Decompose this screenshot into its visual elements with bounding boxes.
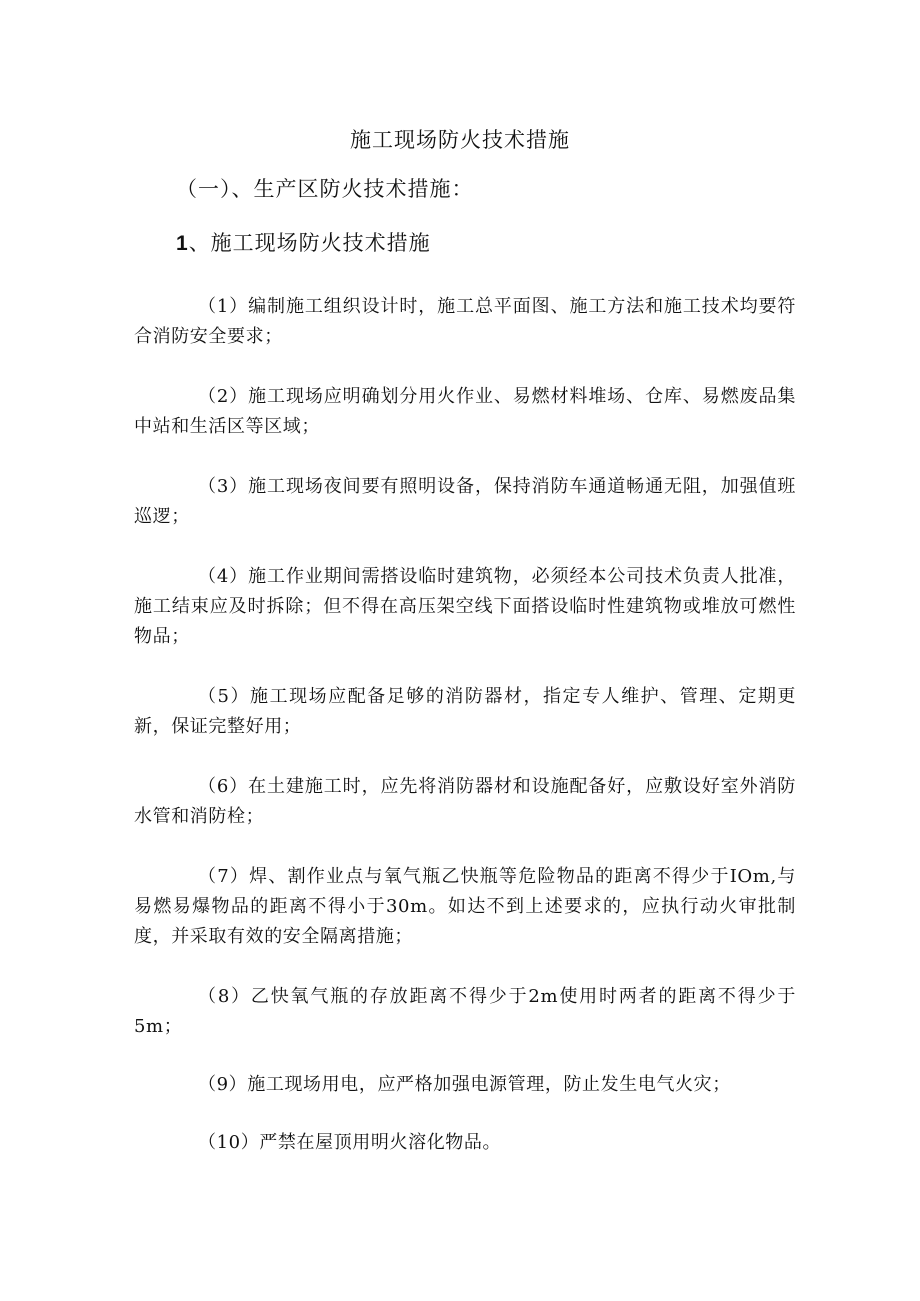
measures-list — [134, 292, 796, 1188]
measure-item-2: （2）施工现场应明确划分用火作业、易燃材料堆场、仓库、易燃废品集中站和生活区等区域； — [134, 386, 796, 437]
measure-item-5: （5）施工现场应配备足够的消防器材，指定专人维护、管理、定期更新，保证完整好用； — [134, 686, 796, 737]
measure-item-9: （9）施工现场用电，应严格加强电源管理，防止发生电气火灾； — [198, 1074, 731, 1095]
sub-heading-number: 1 — [176, 232, 189, 255]
measure-item-4: （4）施工作业期间需搭设临时建筑物，必须经本公司技术负责人批准，施工结束应及时拆除；但不得在高压架空线下面搭设临时性建筑物或堆放可燃性物品； — [134, 566, 796, 647]
measure-item-3: （3）施工现场夜间要有照明设备，保持消防车通道畅通无阻，加强值班巡逻； — [134, 476, 796, 527]
section-heading: （一）、生产区防火技术措施： — [176, 177, 474, 201]
measure-item-6: （6）在土建施工时，应先将消防器材和设施配备好，应敷设好室外消防水管和消防栓； — [134, 776, 796, 827]
measure-item-8: （8）乙快氧气瓶的存放距离不得少于2m使用时两者的距离不得少于5m； — [134, 986, 796, 1037]
measure-item-7: （7）焊、割作业点与氧气瓶乙快瓶等危险物品的距离不得少于IOm,与易燃易爆物品的距离不得小于30m。如达不到上述要求的，应执行动火审批制度，并采取有效的安全隔离措施； — [134, 866, 796, 947]
measure-item-1: （1）编制施工组织设计时，施工总平面图、施工方法和施工技术均要符合消防安全要求； — [134, 296, 796, 347]
sub-heading — [176, 228, 431, 259]
measure-item-10: （10）严禁在屋顶用明火溶化物品。 — [198, 1132, 502, 1153]
sub-heading-text: 、施工现场防火技术措施 — [188, 231, 431, 255]
document-title: 施工现场防火技术措施 — [350, 128, 570, 152]
